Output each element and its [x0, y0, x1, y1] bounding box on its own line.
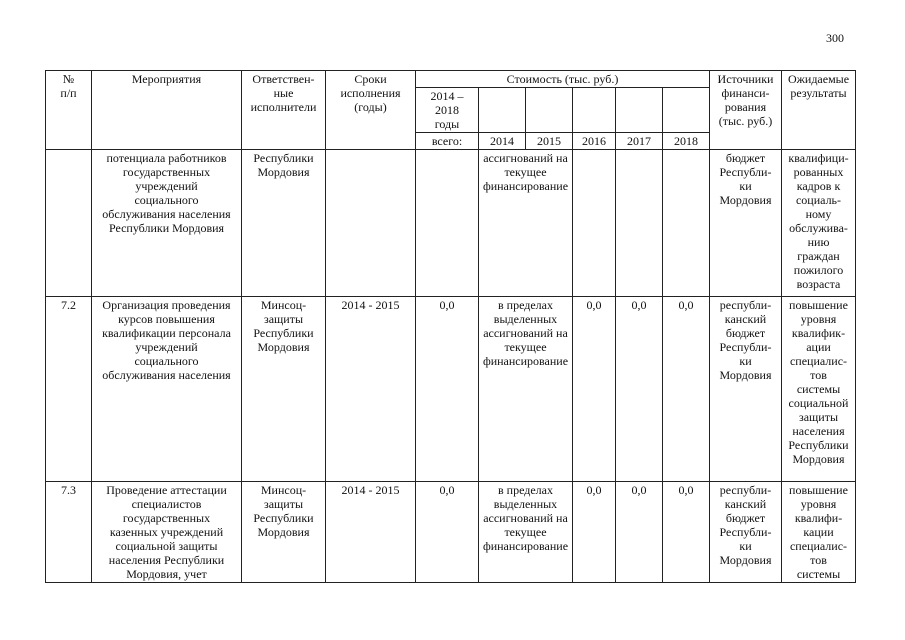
header-year-2018: 2018 [663, 133, 710, 150]
header-year-2016: 2016 [573, 133, 616, 150]
row-num [46, 150, 92, 297]
row-terms: 2014 - 2015 [326, 482, 416, 583]
row-funding-note: в пределах выделенных ассигнований на текущее финансирование [479, 297, 573, 482]
row-num: 7.2 [46, 297, 92, 482]
row-terms: 2014 - 2015 [326, 297, 416, 482]
activities-table [45, 70, 856, 583]
header-blank-2014 [479, 88, 526, 133]
row-funding-note: ассигнований на текущее финансирование [479, 150, 573, 297]
header-year-2014: 2014 [479, 133, 526, 150]
table-row [46, 482, 856, 583]
header-results: Ожидаемые результаты [782, 71, 856, 150]
row-result: повышение уровня квалифи- кации специалис- тов системы [782, 482, 856, 583]
row-2016 [573, 150, 616, 297]
row-funding-note: в пределах выделенных ассигнований на текущее финансирование [479, 482, 573, 583]
header-total-label: всего: [416, 133, 479, 150]
header-sources: Источники финанси- рования (тыс. руб.) [710, 71, 782, 150]
row-2018: 0,0 [663, 482, 710, 583]
row-2016: 0,0 [573, 297, 616, 482]
header-blank-2016 [573, 88, 616, 133]
header-blank-2015 [526, 88, 573, 133]
page-number: 300 [826, 31, 844, 45]
row-result: повышение уровня квалифик- ации специалис- тов системы социальной защиты населения Республики Мордовия [782, 297, 856, 482]
table-row [46, 150, 856, 297]
row-num: 7.3 [46, 482, 92, 583]
header-row [46, 71, 856, 88]
row-2017: 0,0 [616, 297, 663, 482]
row-source: республи- канский бюджет Республи- ки Мордовия [710, 297, 782, 482]
row-responsible: Минсоц- защиты Республики Мордовия [242, 482, 326, 583]
row-total: 0,0 [416, 482, 479, 583]
row-source: бюджет Республи- ки Мордовия [710, 150, 782, 297]
row-total: 0,0 [416, 297, 479, 482]
header-year-2015: 2015 [526, 133, 573, 150]
row-source: республи- канский бюджет Республи- ки Мордовия [710, 482, 782, 583]
header-total-period: 2014 – 2018 годы [416, 88, 479, 133]
header-year-2017: 2017 [616, 133, 663, 150]
header-cost: Стоимость (тыс. руб.) [416, 71, 710, 88]
row-2016: 0,0 [573, 482, 616, 583]
header-num: № п/п [46, 71, 92, 150]
header-blank-2017 [616, 88, 663, 133]
row-responsible: Минсоц- защиты Республики Мордовия [242, 297, 326, 482]
row-activity: Организация проведения курсов повышения квалификации персонала учреждений социального обслуживания населения [92, 297, 242, 482]
row-activity: Проведение аттестации специалистов государственных казенных учреждений социальной защиты населения Республики Мордовия, учет [92, 482, 242, 583]
header-terms: Сроки исполнения (годы) [326, 71, 416, 150]
row-2018 [663, 150, 710, 297]
table-row [46, 297, 856, 482]
row-total [416, 150, 479, 297]
row-2018: 0,0 [663, 297, 710, 482]
row-terms [326, 150, 416, 297]
header-responsible: Ответствен- ные исполнители [242, 71, 326, 150]
row-activity: потенциала работников государственных учреждений социального обслуживания населения Республики Мордовия [92, 150, 242, 297]
header-blank-2018 [663, 88, 710, 133]
row-responsible: Республики Мордовия [242, 150, 326, 297]
header-activity: Мероприятия [92, 71, 242, 150]
row-result: квалифици- рованных кадров к социаль- ному обслужива- нию граждан пожилого возраста [782, 150, 856, 297]
row-2017: 0,0 [616, 482, 663, 583]
row-2017 [616, 150, 663, 297]
